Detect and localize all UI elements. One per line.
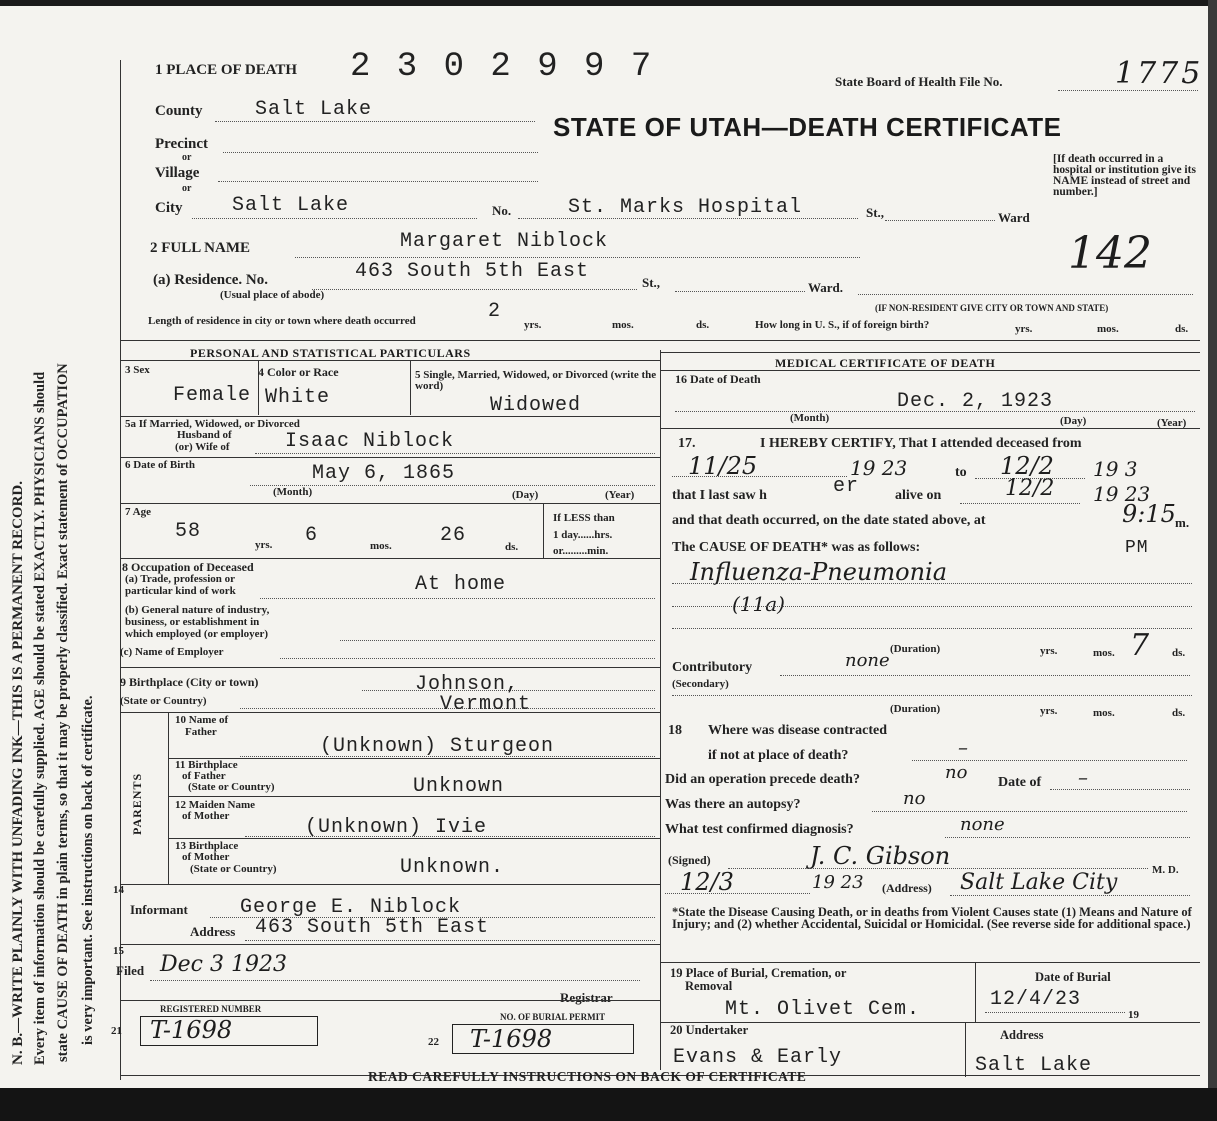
- age-years-value: 58: [175, 520, 202, 543]
- industry-label-2: business, or establishment in: [125, 616, 260, 628]
- residence-label: (a) Residence. No.: [153, 272, 268, 288]
- certificate-title: STATE OF UTAH—DEATH CERTIFICATE: [553, 112, 1062, 142]
- burial-date-label: Date of Burial: [1035, 970, 1111, 984]
- cause-label: The CAUSE OF DEATH* was as follows:: [672, 540, 921, 555]
- burial-permit-value: T-1698: [470, 1025, 553, 1053]
- item-18-label: 18: [668, 723, 682, 738]
- attended-year-1: 19 23: [850, 456, 908, 480]
- margin-note-1: N. B.—WRITE PLAINLY WITH UNFADING INK—THIS IS A PERMANENT RECORD.: [10, 481, 26, 1065]
- less-than-label-3: or.........min.: [553, 545, 609, 557]
- us-residence-label: How long in U. S., if of foreign birth?: [755, 319, 930, 331]
- contracted-label-2: if not at place of death?: [708, 748, 849, 763]
- burial-date-value: 12/4/23: [990, 988, 1082, 1011]
- cause-footnote: *State the Disease Causing Death, or in deaths from Violent Causes state (1) Means and Nature of Injury; and (2) whether Accidental, Suicidal or Homicidal. (See reverse side for additional space.): [672, 905, 1192, 931]
- autopsy-value: no: [903, 788, 926, 809]
- county-value: Salt Lake: [255, 98, 373, 121]
- burial-permit-prefix: 22: [428, 1036, 439, 1048]
- length-mos-unit: mos.: [612, 319, 634, 331]
- attended-to-value: 12/2: [1000, 452, 1054, 480]
- mother-name-label-2: of Mother: [182, 810, 230, 822]
- spouse-label-3: (or) Wife of: [175, 441, 230, 453]
- informant-label: Informant: [130, 902, 188, 917]
- father-name-label-2: Father: [185, 726, 217, 738]
- occupation-label-1: 8 Occupation of Deceased: [122, 560, 254, 574]
- spouse-label-2: Husband of: [177, 429, 232, 441]
- signed-date: 12/3: [680, 868, 734, 896]
- to-label: to: [955, 465, 967, 480]
- full-name-value: Margaret Niblock: [400, 230, 609, 253]
- footer-instructions: READ CAREFULLY INSTRUCTIONS ON BACK OF CERTIFICATE: [368, 1069, 807, 1084]
- length-of-residence-label: Length of residence in city or town where death occurred: [148, 315, 416, 327]
- residence-st-label: St.,: [642, 275, 661, 290]
- time-value: 9:15: [1122, 500, 1176, 528]
- undertaker-value: Evans & Early: [673, 1046, 843, 1069]
- informant-number: 14: [113, 884, 124, 896]
- sex-label: 3 Sex: [125, 364, 150, 376]
- marital-label: 5 Single, Married, Widowed, or Divorced (write the word): [415, 369, 657, 392]
- scan-edge-right: [1208, 0, 1217, 1121]
- duration-yrs-2: yrs.: [1040, 705, 1058, 717]
- physician-address: Salt Lake City: [960, 870, 1118, 895]
- mother-birthplace-value: Unknown.: [400, 856, 505, 879]
- marital-value: Widowed: [490, 394, 582, 417]
- occurred-label: and that death occurred, on the date stated above, at: [672, 513, 986, 528]
- employer-label: (c) Name of Employer: [120, 646, 224, 658]
- contracted-label-1: Where was disease contracted: [708, 723, 887, 738]
- certify-label: I HEREBY CERTIFY, That I attended deceased from: [760, 436, 1082, 451]
- scan-edge-bottom: [0, 1088, 1217, 1121]
- spouse-label-1: 5a If Married, Widowed, or Divorced: [125, 418, 300, 430]
- physician-address-label: (Address): [882, 881, 932, 895]
- duration-label-2: (Duration): [890, 703, 941, 715]
- item-17-label: 17.: [678, 436, 696, 451]
- mother-name-value: (Unknown) Ivie: [305, 816, 488, 839]
- undertaker-label: 20 Undertaker: [670, 1023, 749, 1037]
- duration-ds-2: ds.: [1172, 707, 1186, 719]
- mother-birthplace-label-2: of Mother: [182, 851, 230, 863]
- hospital-value: St. Marks Hospital: [568, 196, 803, 219]
- operation-label: Did an operation precede death?: [665, 772, 860, 787]
- father-name-label-1: 10 Name of: [175, 714, 229, 726]
- precinct-label: Precinct: [155, 136, 209, 152]
- informant-address-label: Address: [190, 924, 236, 939]
- parents-label: PARENTS: [130, 772, 144, 835]
- pm-value: PM: [1125, 538, 1149, 558]
- less-than-label-1: If LESS than: [553, 512, 615, 524]
- duration-ds-1: ds.: [1172, 647, 1186, 659]
- dob-label: 6 Date of Birth: [125, 459, 195, 471]
- attended-year-2: 19 3: [1093, 457, 1138, 481]
- mother-birthplace-label-1: 13 Birthplace: [175, 840, 239, 852]
- scan-edge-top: [0, 0, 1217, 6]
- village-label: Village: [155, 165, 200, 181]
- sex-value: Female: [173, 384, 252, 407]
- us-mos-unit: mos.: [1097, 323, 1119, 335]
- duration-label-1: (Duration): [890, 643, 941, 655]
- industry-label-1: (b) General nature of industry,: [125, 604, 270, 616]
- death-month-label: (Month): [790, 412, 830, 424]
- undertaker-address-value: Salt Lake: [975, 1054, 1093, 1077]
- spouse-value: Isaac Niblock: [285, 430, 455, 453]
- father-birthplace-value: Unknown: [413, 775, 505, 798]
- contributory-value: none: [845, 650, 890, 671]
- contracted-value: –: [958, 735, 968, 759]
- date-of-death-value: Dec. 2, 1923: [897, 390, 1054, 413]
- registered-number-label: REGISTERED NUMBER: [160, 1004, 262, 1014]
- father-birthplace-label-1: 11 Birthplace: [175, 759, 238, 771]
- signed-year: 19 23: [812, 872, 864, 893]
- undertaker-address-label: Address: [1000, 1028, 1044, 1042]
- margin-note-2: Every item of information should be carefully supplied. AGE should be stated EXACTLY. PHYSICIANS should: [32, 371, 48, 1065]
- full-name-label: 2 FULL NAME: [150, 240, 251, 256]
- operation-date-label: Date of: [998, 775, 1042, 790]
- street-label: St.,: [866, 205, 885, 220]
- personal-section-title: PERSONAL AND STATISTICAL PARTICULARS: [190, 346, 471, 360]
- secondary-label: (Secondary): [672, 678, 729, 690]
- industry-label-3: which employed (or employer): [125, 628, 269, 640]
- contributory-label: Contributory: [672, 660, 753, 675]
- length-ds-unit: ds.: [696, 319, 710, 331]
- alive-on-label: alive on: [895, 488, 942, 503]
- city-value: Salt Lake: [232, 194, 350, 217]
- registrar-label: Registrar: [560, 990, 613, 1005]
- medical-section-title: MEDICAL CERTIFICATE OF DEATH: [775, 356, 996, 370]
- filed-number: 15: [113, 945, 124, 957]
- dob-month-label: (Month): [273, 486, 313, 498]
- occupation-value: At home: [415, 573, 507, 596]
- city-label: City: [155, 200, 183, 216]
- physician-signature: J. C. Gibson: [810, 842, 951, 870]
- place-of-death-label: 1 PLACE OF DEATH: [155, 62, 298, 78]
- abode-label: (Usual place of abode): [220, 289, 325, 301]
- last-saw-year: 19 23: [1093, 482, 1151, 506]
- age-mos-unit: mos.: [370, 540, 392, 552]
- certificate-number: 2 3 0 2 9 9 7: [350, 48, 655, 86]
- ward-label: Ward: [998, 210, 1030, 225]
- last-saw-her: er: [833, 475, 860, 498]
- filed-label: Filed: [116, 963, 145, 978]
- burial-place-label-1: 19 Place of Burial, Cremation, or: [670, 966, 847, 980]
- date-of-death-label: 16 Date of Death: [675, 372, 761, 386]
- burial-year-suffix: 19: [1128, 1009, 1139, 1021]
- mother-birthplace-label-3: (State or Country): [190, 863, 277, 875]
- color-value: White: [265, 386, 331, 409]
- informant-address-value: 463 South 5th East: [255, 916, 490, 939]
- dob-year-label: (Year): [605, 489, 635, 501]
- dob-value: May 6, 1865: [312, 462, 456, 485]
- color-label: 4 Color or Race: [258, 365, 339, 379]
- burial-place-label-2: Removal: [685, 979, 733, 993]
- burial-permit-label: NO. OF BURIAL PERMIT: [500, 1012, 606, 1022]
- age-label: 7 Age: [125, 506, 151, 518]
- death-day-label: (Day): [1060, 415, 1087, 427]
- age-days-value: 26: [440, 524, 467, 547]
- file-no: 1775: [1115, 56, 1204, 91]
- test-label: What test confirmed diagnosis?: [665, 822, 854, 837]
- or-label-1: or: [182, 152, 192, 163]
- length-yrs-unit: yrs.: [524, 319, 542, 331]
- or-label-2: or: [182, 183, 192, 194]
- us-ds-unit: ds.: [1175, 323, 1189, 335]
- last-saw-label: that I last saw h: [672, 488, 767, 503]
- death-year-label: (Year): [1157, 417, 1187, 429]
- m-label: m.: [1175, 515, 1190, 530]
- age-yrs-unit: yrs.: [255, 539, 273, 551]
- occupation-label-3: particular kind of work: [125, 585, 236, 597]
- registered-number-value: T-1698: [150, 1016, 233, 1044]
- age-months-value: 6: [305, 524, 319, 547]
- last-saw-date: 12/2: [1005, 476, 1055, 501]
- signed-label: (Signed): [668, 853, 711, 867]
- registered-number-prefix: 21: [111, 1025, 122, 1037]
- handwritten-code: 142: [1068, 228, 1152, 279]
- margin-note-3: state CAUSE OF DEATH in plain terms, so that it may be properly classified. Exact statement of OCCUPATION: [55, 363, 71, 1062]
- informant-value: George E. Niblock: [240, 896, 462, 919]
- less-than-label-2: 1 day......hrs.: [553, 529, 613, 541]
- margin-note-4: is very important. See instructions on back of certificate.: [80, 695, 96, 1045]
- birthplace-city-value: Johnson,: [415, 673, 520, 696]
- occupation-label-2: (a) Trade, profession or: [125, 573, 235, 585]
- operation-value: no: [945, 762, 968, 783]
- filed-value: Dec 3 1923: [160, 952, 287, 977]
- file-no-label: State Board of Health File No.: [835, 74, 1003, 89]
- duration-yrs-1: yrs.: [1040, 645, 1058, 657]
- residence-ward-label: Ward.: [808, 280, 844, 295]
- birthplace-state-label: (State or Country): [120, 695, 207, 707]
- attended-from-value: 11/25: [688, 452, 758, 480]
- cause-code: (11a): [732, 592, 785, 616]
- md-label: M. D.: [1152, 864, 1179, 876]
- autopsy-label: Was there an autopsy?: [665, 797, 801, 812]
- no-label: No.: [492, 203, 512, 218]
- us-yrs-unit: yrs.: [1015, 323, 1033, 335]
- nonresident-label: (IF NON-RESIDENT GIVE CITY OR TOWN AND STATE): [875, 303, 1109, 313]
- duration-mos-2: mos.: [1093, 707, 1115, 719]
- age-ds-unit: ds.: [505, 541, 519, 553]
- cause-value: Influenza-Pneumonia: [690, 558, 948, 586]
- father-birthplace-label-3: (State or Country): [188, 781, 275, 793]
- county-label: County: [155, 103, 203, 119]
- test-value: none: [960, 814, 1005, 835]
- hospital-note: [If death occurred in a hospital or institution give its NAME instead of street and number.]: [1053, 153, 1196, 198]
- duration-days-value: 7: [1130, 628, 1150, 663]
- duration-mos-1: mos.: [1093, 647, 1115, 659]
- dob-day-label: (Day): [512, 489, 539, 501]
- birthplace-label: 9 Birthplace (City or town): [120, 675, 259, 689]
- burial-place-value: Mt. Olivet Cem.: [725, 998, 921, 1021]
- birthplace-state-value: Vermont: [440, 693, 532, 716]
- father-birthplace-label-2: of Father: [182, 770, 226, 782]
- father-name-value: (Unknown) Sturgeon: [320, 735, 555, 758]
- operation-date-value: –: [1078, 765, 1088, 789]
- residence-value: 463 South 5th East: [355, 260, 590, 283]
- mother-name-label-1: 12 Maiden Name: [175, 799, 256, 811]
- length-years-value: 2: [488, 300, 502, 323]
